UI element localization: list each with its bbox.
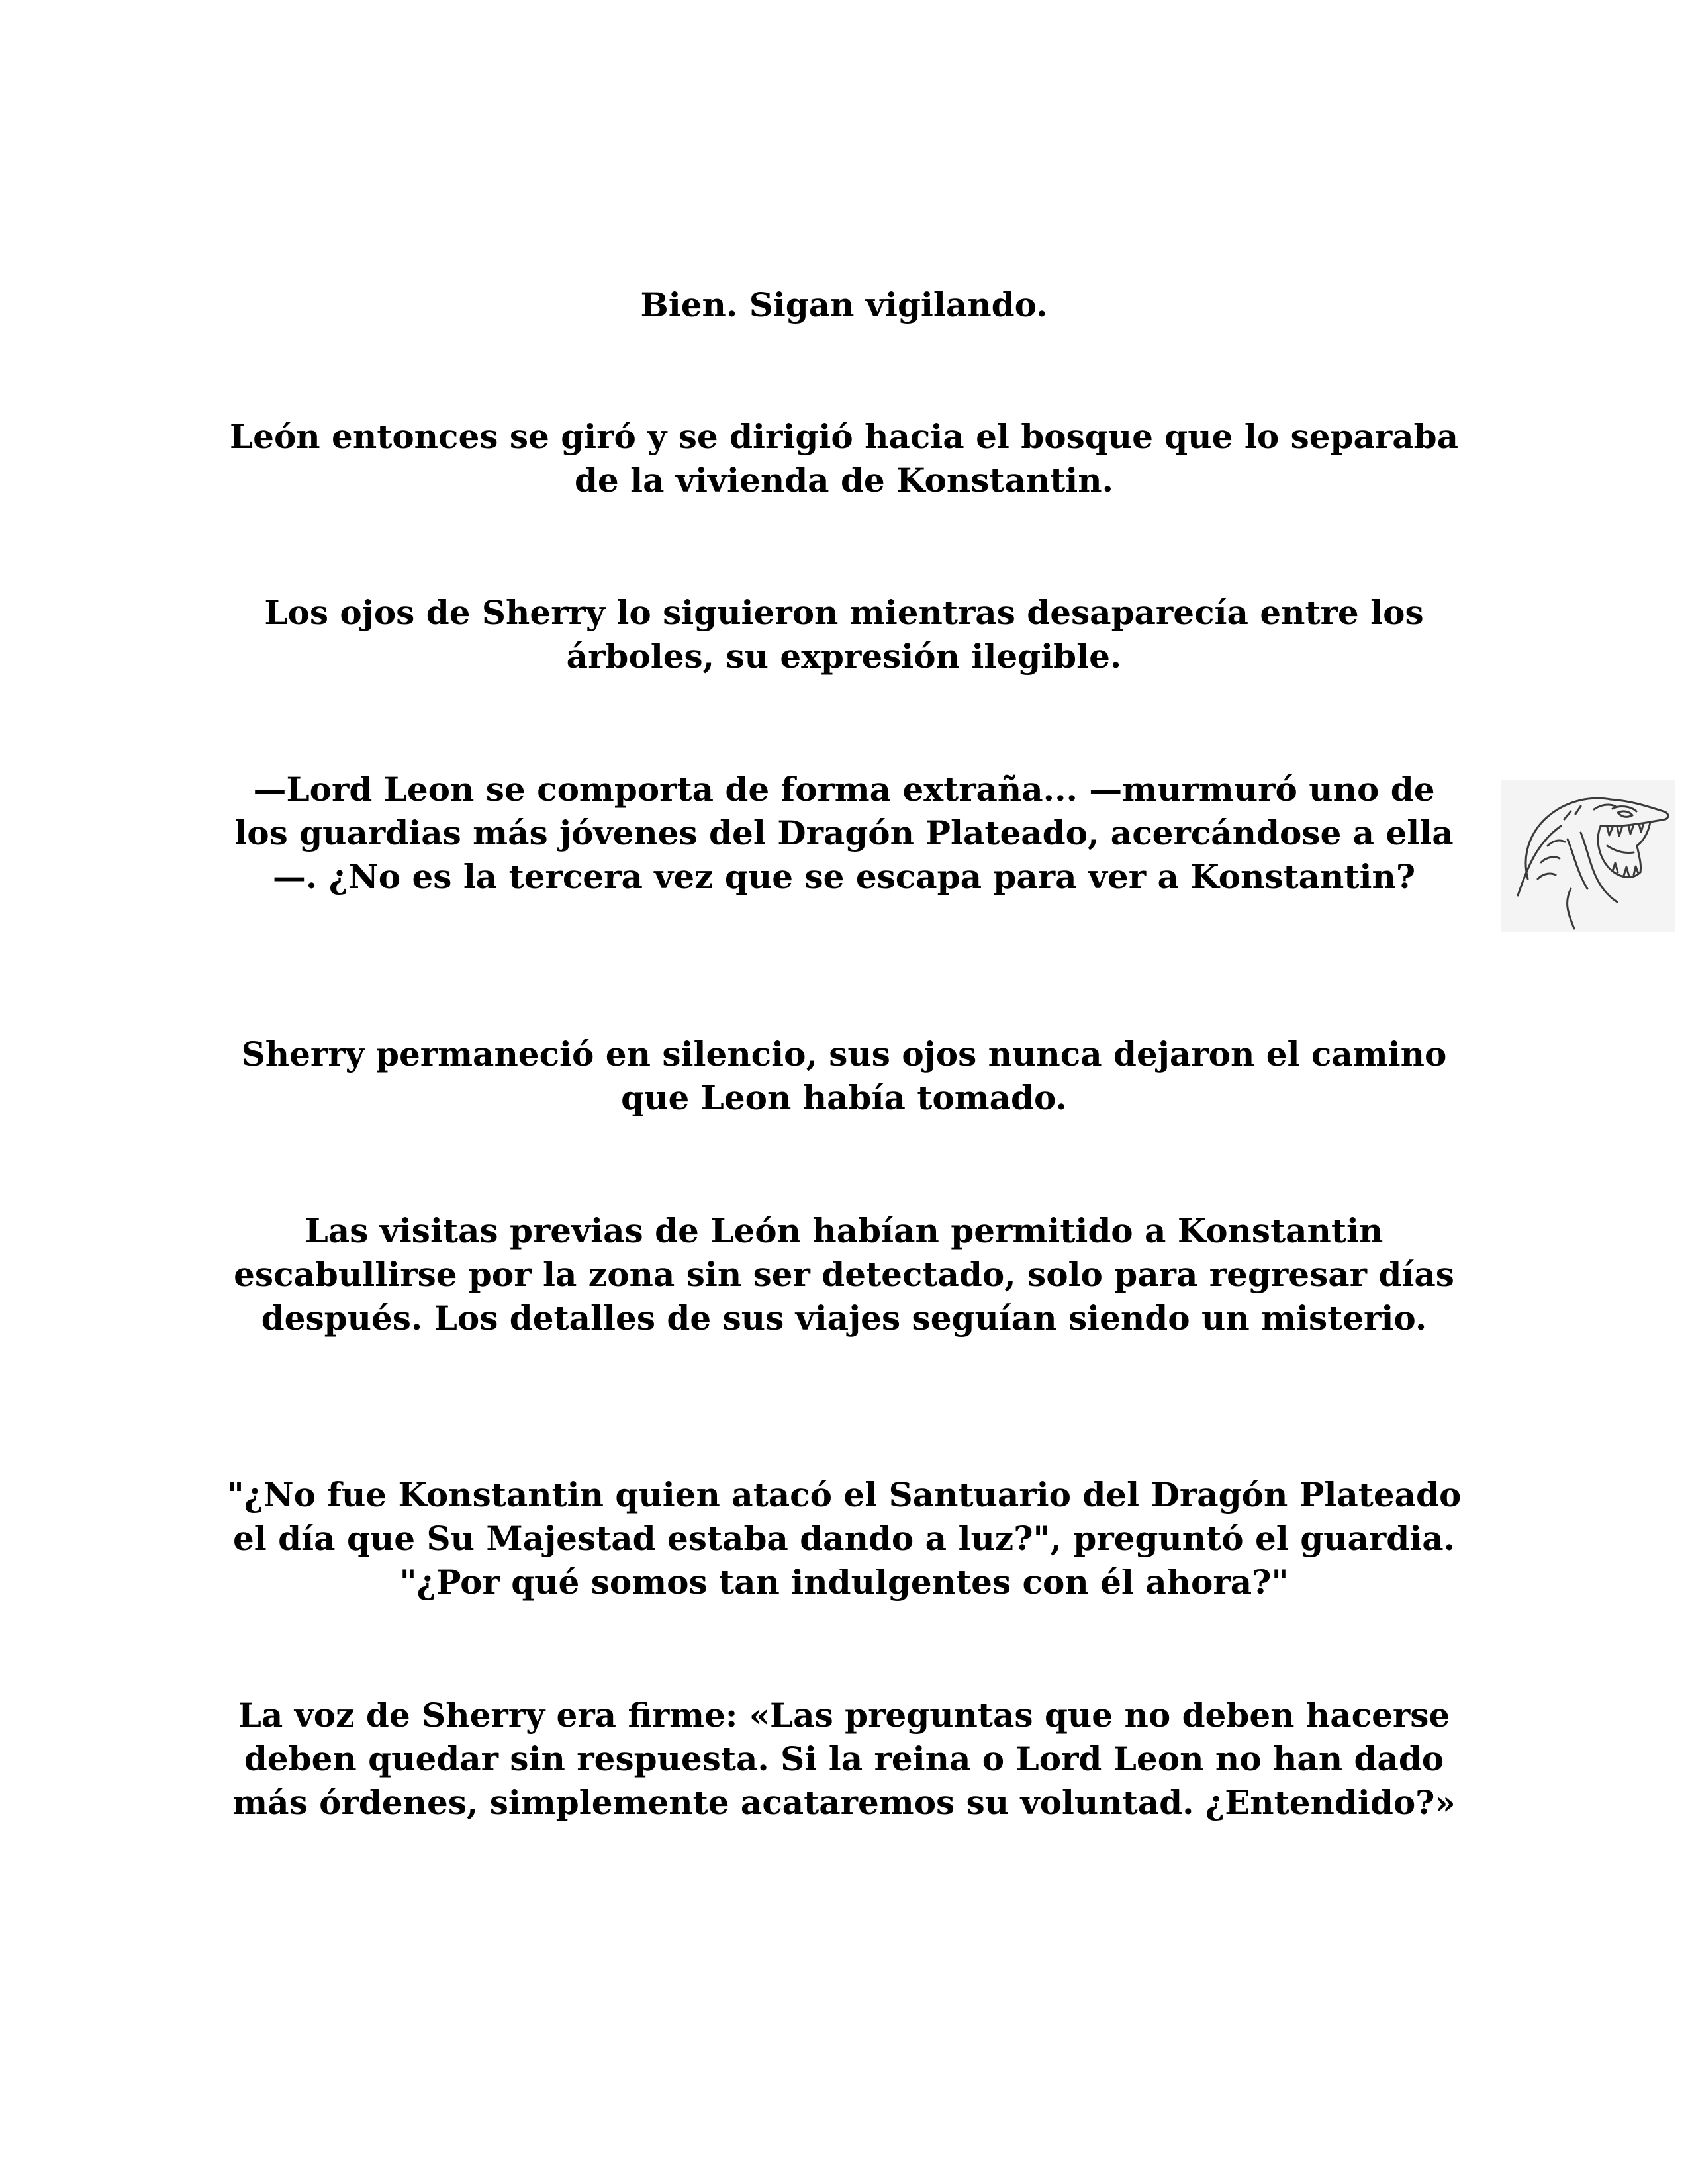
dragon-head-sketch-icon bbox=[1501, 780, 1675, 932]
paragraph-4: —Lord Leon se comporta de forma extraña... —murmuró uno de los guardias más jóvenes del Dragón Plateado, acercándose a ella—. ¿No es la tercera vez que se escapa para ver a Konstantin? bbox=[234, 770, 1454, 896]
paragraph-7: "¿No fue Konstantin quien atacó el Santuario del Dragón Plateado el día que Su Majestad estaba dando a luz?", preguntó el guardia. "¿Por qué somos tan indulgentes con él ahora?" bbox=[226, 1475, 1462, 1602]
paragraph-5: Sherry permaneció en silencio, sus ojos nunca dejaron el camino que Leon había tomado. bbox=[241, 1034, 1447, 1117]
paragraph-2: León entonces se giró y se dirigió hacia el bosque que lo separaba de la vivienda de Konstantin. bbox=[229, 417, 1458, 500]
paragraph-1: Bien. Sigan vigilando. bbox=[640, 285, 1048, 324]
paragraph-6: Las visitas previas de León habían permitido a Konstantin escabullirse por la zona sin ser detectado, solo para regresar días después. Los detalles de sus viajes seguían siendo un misterio. bbox=[234, 1211, 1454, 1338]
paragraph-8: La voz de Sherry era firme: «Las preguntas que no deben hacerse deben quedar sin respuesta. Si la reina o Lord Leon no han dado más órdenes, simplemente acataremos su voluntad. ¿Entendido?» bbox=[232, 1696, 1456, 1822]
paragraph-3: Los ojos de Sherry lo siguieron mientras desaparecía entre los árboles, su expresión ilegible. bbox=[264, 593, 1424, 676]
